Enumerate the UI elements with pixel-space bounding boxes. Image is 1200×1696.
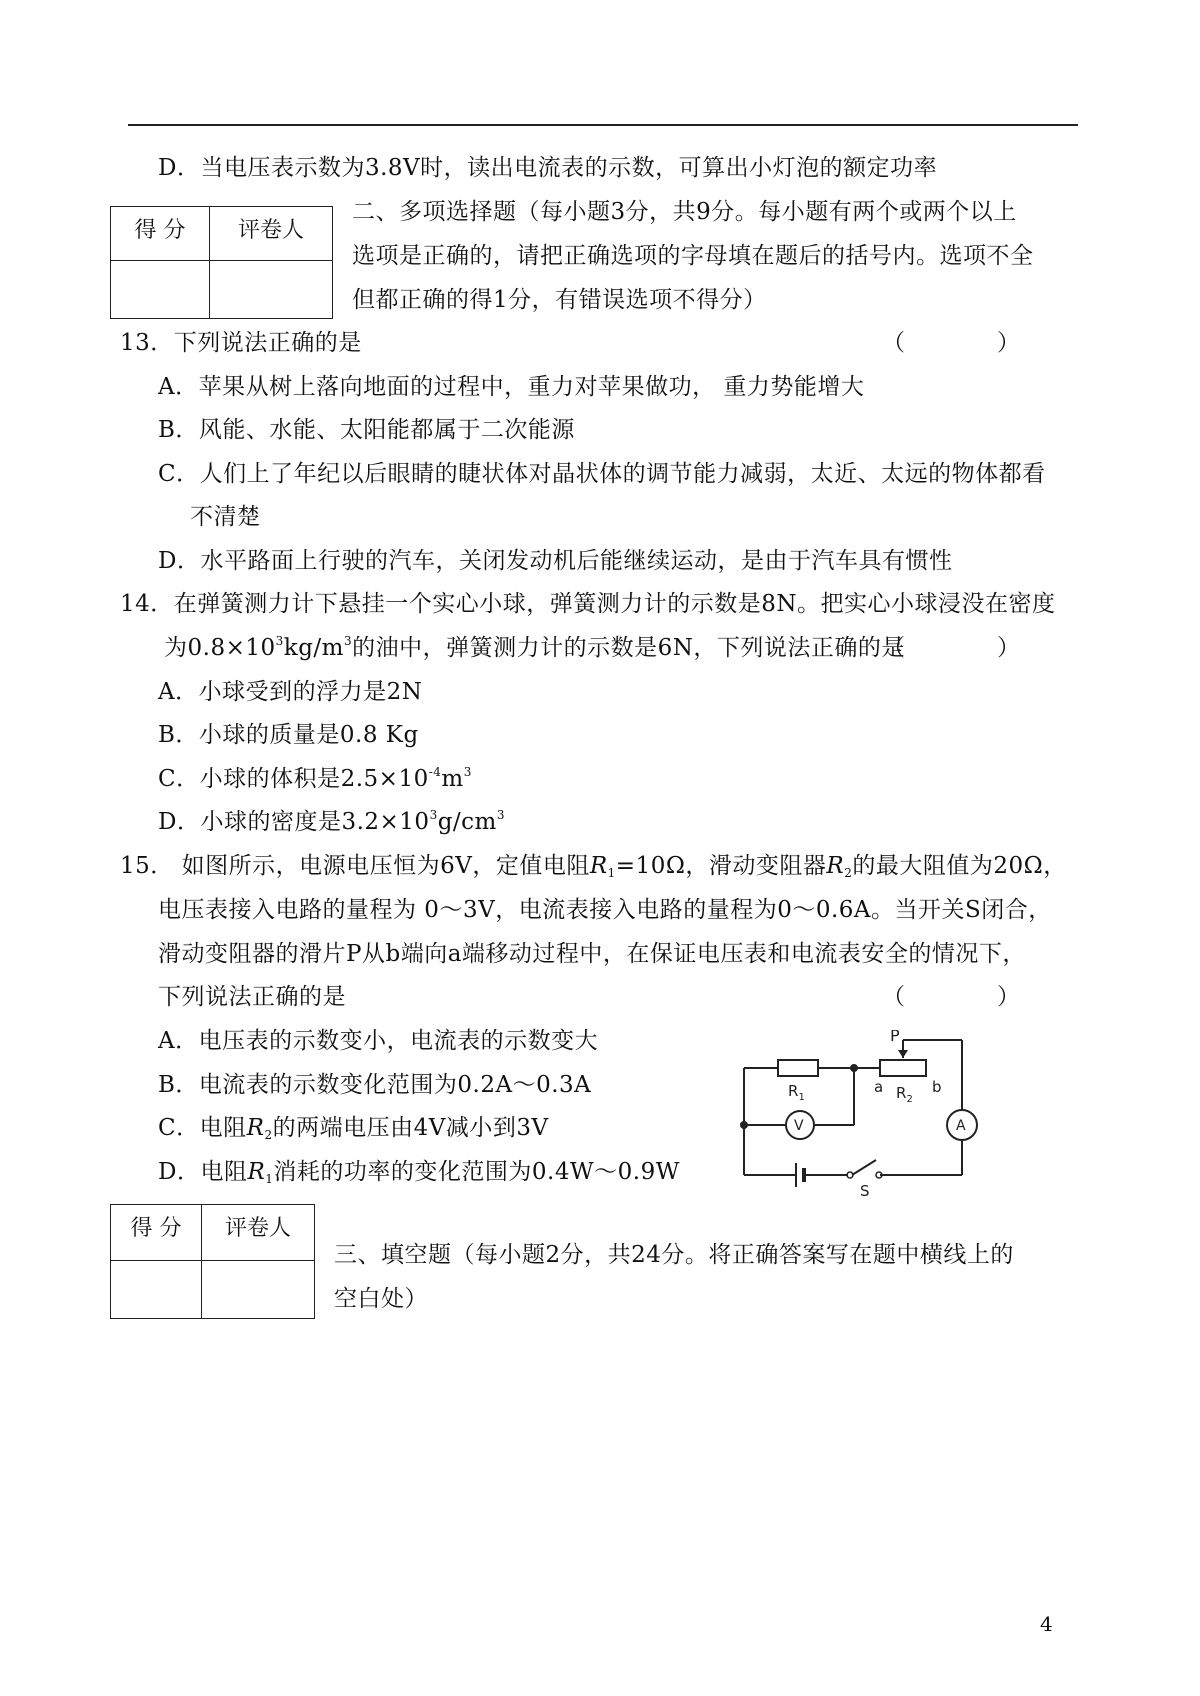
q15-option-d: D．电阻$R_1$消耗的功率的变化范围为0.4W～0.9W bbox=[158, 1159, 680, 1186]
q13-option-c: C．人们上了年纪以后眼睛的睫状体对晶状体的调节能力减弱，太近、太远的物体都看 bbox=[158, 461, 1046, 487]
label-r1: $R_1$ bbox=[788, 1082, 805, 1103]
slider-arrow bbox=[898, 1050, 908, 1058]
q13-option-d: D．水平路面上行驶的汽车，关闭发动机后能继续运动，是由于汽车具有惯性 bbox=[158, 548, 953, 574]
label-p: P bbox=[890, 1030, 900, 1045]
grader-cell-2 bbox=[202, 1261, 315, 1319]
q14-stem-line2: 为$0.8\times 10^3kg/m^3$的油中，弹簧测力计的示数是6N，下列说法正确的是 bbox=[164, 634, 905, 661]
section3-heading-line1: 三、填空题（每小题2分，共24分。将正确答案写在题中横线上的 bbox=[334, 1242, 1014, 1268]
score-table-section2 bbox=[110, 206, 333, 319]
page-number: 4 bbox=[1040, 1612, 1053, 1636]
label-a: a bbox=[874, 1078, 884, 1096]
top-rule bbox=[128, 124, 1078, 126]
label-s: S bbox=[860, 1182, 870, 1200]
label-r2: $R_2$ bbox=[896, 1084, 913, 1105]
q14-option-d: D．小球的密度是$3.2\times 10^3g/cm^3$ bbox=[158, 808, 506, 835]
q14-stem-line1: 14．在弹簧测力计下悬挂一个实心小球，弹簧测力计的示数是8N。把实心小球浸没在密度 bbox=[120, 591, 1056, 617]
score-table-section3 bbox=[110, 1204, 315, 1319]
switch-lever bbox=[852, 1160, 876, 1175]
q15-stem-line2: 电压表接入电路的量程为 0～3V，电流表接入电路的量程为0～0.6A。当开关S闭合， bbox=[158, 897, 1052, 923]
q12-option-d: D．当电压表示数为3.8V时，读出电流表的示数，可算出小灯泡的额定功率 bbox=[158, 155, 938, 181]
score-label: 得 分 bbox=[111, 207, 210, 261]
junction-left bbox=[740, 1121, 748, 1129]
grader-label-2: 评卷人 bbox=[202, 1205, 315, 1261]
q14-option-a: A．小球受到的浮力是2N bbox=[158, 679, 423, 705]
q15-stem-line3: 滑动变阻器的滑片P从b端向a端移动过程中，在保证电压表和电流表安全的情况下， bbox=[158, 941, 1026, 967]
q13-answer-paren: （ ） bbox=[882, 330, 1020, 356]
score-cell bbox=[111, 261, 210, 319]
grader-cell bbox=[210, 261, 333, 319]
score-cell-2 bbox=[111, 1261, 202, 1319]
q13-stem: 13．下列说法正确的是 bbox=[120, 330, 362, 356]
label-b: b bbox=[932, 1078, 942, 1096]
q15-answer-paren: （ ） bbox=[882, 984, 1020, 1010]
q13-option-b: B．风能、水能、太阳能都属于二次能源 bbox=[158, 417, 575, 443]
section2-heading-line1: 二、多项选择题（每小题3分，共9分。每小题有两个或两个以上 bbox=[352, 199, 1017, 225]
score-label-2: 得 分 bbox=[111, 1205, 202, 1261]
label-v: V bbox=[794, 1118, 804, 1134]
section2-heading-line2: 选项是正确的，请把正确选项的字母填在题后的括号内。选项不全 bbox=[352, 243, 1034, 269]
section2-heading-line3: 但都正确的得1分，有错误选项不得分） bbox=[352, 287, 767, 313]
q14-answer-paren: （ ） bbox=[882, 635, 1020, 661]
q15-stem-line1: 15． 如图所示，电源电压恒为6V，定值电阻$R_1=10\Omega$，滑动变阻器$R_2$的最大阻值为20Ω， bbox=[120, 853, 1067, 880]
grader-label: 评卷人 bbox=[210, 207, 333, 261]
resistor-r1 bbox=[778, 1060, 818, 1076]
junction-node bbox=[850, 1064, 858, 1072]
q13-option-a: A．苹果从树上落向地面的过程中，重力对苹果做功， 重力势能增大 bbox=[158, 374, 865, 400]
q15-stem-line4: 下列说法正确的是 bbox=[158, 984, 346, 1010]
q15-option-a: A．电压表的示数变小，电流表的示数变大 bbox=[158, 1028, 599, 1054]
section3-heading-line2: 空白处） bbox=[334, 1286, 428, 1312]
circuit-diagram bbox=[730, 1030, 980, 1200]
q14-option-c: C．小球的体积是$2.5\times 10^{-4}m^3$ bbox=[158, 765, 472, 792]
label-a-meter: A bbox=[956, 1118, 966, 1134]
q14-option-b: B．小球的质量是0.8 Kg bbox=[158, 722, 419, 748]
q15-option-b: B．电流表的示数变化范围为0.2A～0.3A bbox=[158, 1072, 592, 1098]
q15-option-c: C．电阻$R_2$的两端电压由4V减小到3V bbox=[158, 1115, 549, 1142]
q13-option-c-cont: 不清楚 bbox=[190, 504, 261, 530]
resistor-r2 bbox=[880, 1060, 926, 1076]
